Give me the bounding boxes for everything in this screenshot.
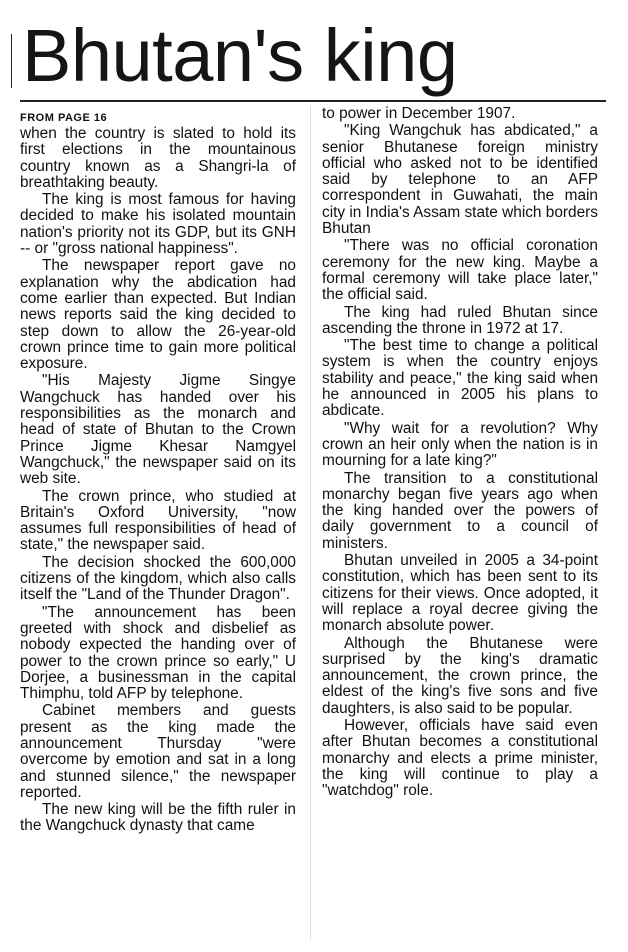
paragraph: The king had ruled Bhutan since ascending the throne in 1972 at 17. [322,303,598,337]
paragraph: when the country is slated to hold its first elections in the mountainous country known as a Shangri-la of breathtaking beauty. [20,125,296,191]
column-divider [310,106,311,940]
paragraph: "The best time to change a political system is when the country enjoys stability and peace," the king said when he announced in 2005 his plans to abdicate. [322,337,598,420]
paragraph: "There was no official coronation ceremony for the new king. Maybe a formal ceremony will take place later," the official said. [322,237,598,304]
headline-rule [20,100,606,102]
paragraph: The new king will be the fifth ruler in the Wangchuck dynasty that came [20,801,296,835]
paragraph: The king is most famous for having decided to make his isolated mountain nation's priority not its GDP, but its GNH -- or "gross national happiness". [20,191,296,258]
paragraph: "King Wangchuk has abdicated," a senior Bhutanese foreign ministry official who asked not to be identified said by telephone to an AFP correspondent in Guwahati, the main city in India's Assam state which borders Bhutan [322,122,598,238]
paragraph: "Why wait for a revolution? Why crown an heir only when the nation is in mourning for a late king?" [322,419,598,470]
paragraph: The decision shocked the 600,000 citizens of the kingdom, which also calls itself the "Land of the Thunder Dragon". [20,553,296,604]
left-margin-rule [11,34,12,88]
paragraph: The crown prince, who studied at Britain's Oxford University, "now assumes full responsibilities of head of state," the newspaper said. [20,487,296,554]
paragraph: However, officials have said even after Bhutan becomes a constitutional monarchy and elects a prime minister, the king will continue to play a "watchdog" role. [322,716,598,800]
jump-line: FROM PAGE 16 [20,112,108,124]
paragraph: Although the Bhutanese were surprised by the king's dramatic announcement, the crown prince, the eldest of the king's five sons and five daughters, is also said to be popular. [322,634,598,717]
headline: Bhutan's king [22,14,458,97]
paragraph: Bhutan unveiled in 2005 a 34-point constitution, which has been sent to its citizens for their views. Once adopted, it will replace a royal decree giving the monarch absolute power. [322,552,598,635]
paragraph: to power in December 1907. [322,105,516,122]
paragraph: The transition to a constitutional monarchy began five years ago when the king handed over the powers of daily government to a council of ministers. [322,469,598,552]
article-column-1 [20,106,296,835]
paragraph: "His Majesty Jigme Singye Wangchuck has handed over his responsibilities as the monarch and head of state of Bhutan to the Crown Prince Jigme Khesar Namgyel Wangchuck," the newspaper said on its web site. [20,372,296,488]
paragraph: "The announcement has been greeted with shock and disbelief as nobody expected the handing over of power to the crown prince so early," U Dorjee, a businessman in the capital Thimphu, told AFP by telephone. [20,603,296,703]
article-column-2 [322,106,598,799]
paragraph: The newspaper report gave no explanation why the abdication had come earlier than expected. But Indian news reports said the king decided to step down to allow the 26-year-old crown prince time to gain more political exposure. [20,257,296,373]
paragraph: Cabinet members and guests present as the king made the announcement Thursday "were overcome by emotion and sat in a long and stunned silence," the newspaper reported. [20,702,296,801]
